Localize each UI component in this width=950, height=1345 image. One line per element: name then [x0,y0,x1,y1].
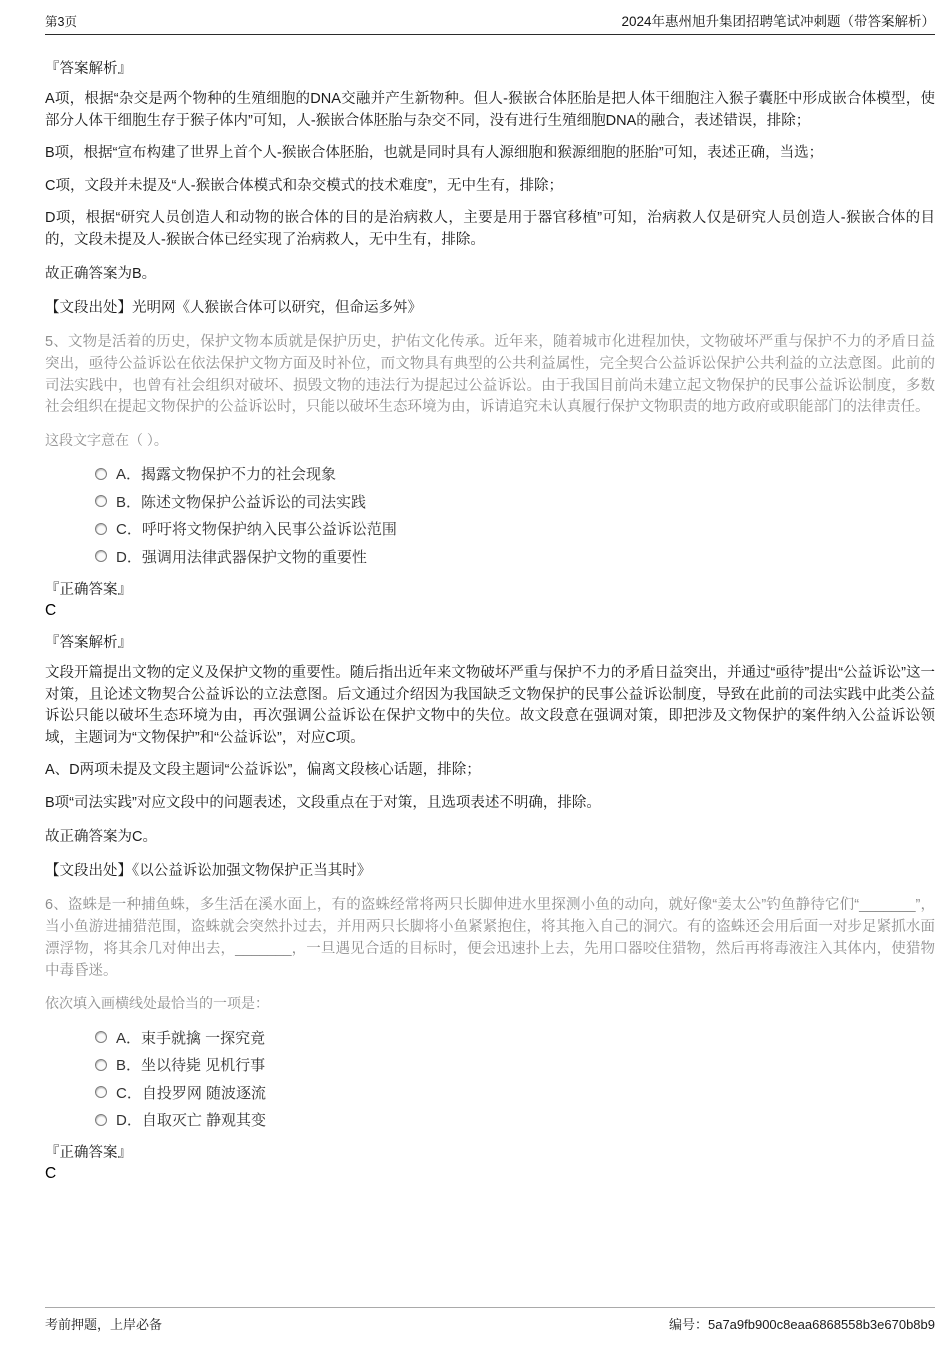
question5-option-a[interactable] [95,460,935,488]
option-label: C．自投罗网 随波逐流 [116,1084,267,1102]
option-label: B．陈述文物保护公益诉讼的司法实践 [116,493,367,511]
radio-button-icon[interactable] [95,1059,107,1071]
question6-prompt: 依次填入画横线处最恰当的一项是： [45,995,269,1012]
question6-option-b[interactable] [95,1051,935,1079]
question6-options [95,1023,935,1133]
footer-slogan: 考前押题，上岸必备 [45,1317,163,1332]
passage-source: 【文段出处】《以公益诉讼加强文物保护正当其时》 [45,863,372,880]
question5-option-c[interactable] [95,515,935,543]
radio-button-icon[interactable] [95,550,107,562]
question5-analysis-b: B项“司法实践”对应文段中的问题表述，文段重点在于对策，且选项表述不明确，排除。 [45,794,601,811]
correct-answer-label: 『正确答案』 [45,582,132,599]
option-label: B．坐以待毙 见机行事 [116,1057,266,1075]
correct-answer-label: 『正确答案』 [45,1145,132,1162]
question5-analysis-main: 文段开篇提出文物的定义及保护文物的重要性。随后指出近年来文物破坏严重与保护不力的矛盾日益突出，并通过“亟待”提出“公益诉讼”这一对策，且论述文物契合公益诉讼的立法意图。后文通过介绍因为我国缺乏文物保护的民事公益诉讼制度，导致在此前的司法实践中此类公益诉讼只能以破坏生态环境为由，再次强调公益诉讼在保护文物中的失位。故文段意在强调对策，即把涉及文物保护的案件纳入公益诉讼领域，主题词为“文物保护”和“公益诉讼”，对应C项。 [45,665,935,746]
radio-button-icon[interactable] [95,1031,107,1043]
option-label: D．强调用法律武器保护文物的重要性 [116,548,367,566]
question5-conclusion: 故正确答案为C。 [45,829,157,846]
page-number: 第3页 [45,15,77,29]
radio-button-icon[interactable] [95,1086,107,1098]
analysis-paragraph-d: D项，根据“研究人员创造人和动物的嵌合体的目的是治病救人，主要是用于器官移植”可知，治病救人仅是研究人员创造人-猴嵌合体的目的，文段未提及人-猴嵌合体已经实现了治病救人，无中生有，排除。 [45,210,935,248]
question6-option-a[interactable] [95,1023,935,1051]
analysis-paragraph-c: C项，文段并未提及“人-猴嵌合体模式和杂交模式的技术难度”，无中生有，排除； [45,177,563,194]
radio-button-icon[interactable] [95,468,107,480]
analysis-paragraph-a: A项，根据“杂交是两个物种的生殖细胞的DNA交融并产生新物种。但人-猴嵌合体胚胎是把人体干细胞注入猴子囊胚中形成嵌合体模型，使部分人体干细胞生存于猴子体内”可知，人-猴嵌合体胚胎与杂交不同，没有进行生殖细胞DNA的融合，表述错误，排除； [45,91,935,129]
question5-analysis-ad: A、D两项未提及文段主题词“公益诉讼”，偏离文段核心话题，排除； [45,762,481,779]
page-footer [45,1307,935,1333]
document-title: 2024年惠州旭升集团招聘笔试冲刺题（带答案解析） [621,14,935,29]
document-serial-number: 编号：5a7a9fb900c8eaa6868558b3e670b8b9 [668,1317,935,1332]
radio-button-icon[interactable] [95,1114,107,1126]
page-body [45,46,935,1183]
option-label: D．自取灭亡 静观其变 [116,1112,267,1130]
option-label: A．束手就擒 一探究竟 [116,1029,266,1047]
question5-prompt: 这段文字意在（ ）。 [45,432,168,449]
question6-correct-answer: C [45,1165,57,1183]
question5-correct-answer: C [45,602,57,620]
question6-option-d[interactable] [95,1106,935,1134]
radio-button-icon[interactable] [95,523,107,535]
question5-option-d[interactable] [95,543,935,571]
question5-options [95,460,935,570]
analysis-paragraph-b: B项，根据“宣布构建了世界上首个人-猴嵌合体胚胎，也就是同时具有人源细胞和猴源细胞的胚胎”可知，表述正确，当选； [45,145,824,161]
question5-stem: 5、文物是活着的历史，保护文物本质就是保护历史，护佑文化传承。近年来，随着城市化进程加快，文物破坏严重与保护不力的矛盾日益突出，亟待公益诉讼在依法保护文物方面及时补位，而文物具有典型的公共利益属性，完全契合公益诉讼保护公共利益的立法意图。此前的司法实践中，也曾有社会组织对破坏、损毁文物的违法行为提起过公益诉讼。由于我国目前尚未建立起文物保护的民事公益诉讼制度，多数社会组织在提起文物保护的公益诉讼时，只能以破坏生态环境为由，诉请追究未认真履行保护文物职责的地方政府或职能部门的法律责任。 [45,334,935,416]
option-label: C．呼吁将文物保护纳入民事公益诉讼范围 [116,521,397,539]
passage-source: 【文段出处】光明网《人猴嵌合体可以研究，但命运多舛》 [45,300,422,316]
page-header [45,10,935,35]
question6-option-c[interactable] [95,1078,935,1106]
analysis-label: 『答案解析』 [45,635,132,652]
option-label: A．揭露文物保护不力的社会现象 [116,466,337,484]
analysis-label: 『答案解析』 [45,61,132,77]
question5-option-b[interactable] [95,488,935,516]
radio-button-icon[interactable] [95,495,107,507]
analysis-conclusion: 故正确答案为B。 [45,266,157,282]
question6-stem: 6、盗蛛是一种捕鱼蛛，多生活在溪水面上，有的盗蛛经常将两只长脚伸进水里探测小鱼的动向，就好像“姜太公”钓鱼静待它们“_______”，当小鱼游进捕猎范围，盗蛛就会突然扑过去，并用两只长脚将小鱼紧紧抱住，将其拖入自己的洞穴。有的盗蛛还会用后面一对步足紧抓水面漂浮物，将其余几对伸出去，_______，一旦遇见合适的目标时，便会迅速扑上去，先用口器咬住猎物，然后再将毒液注入其体内，使猎物中毒昏迷。 [45,897,935,979]
